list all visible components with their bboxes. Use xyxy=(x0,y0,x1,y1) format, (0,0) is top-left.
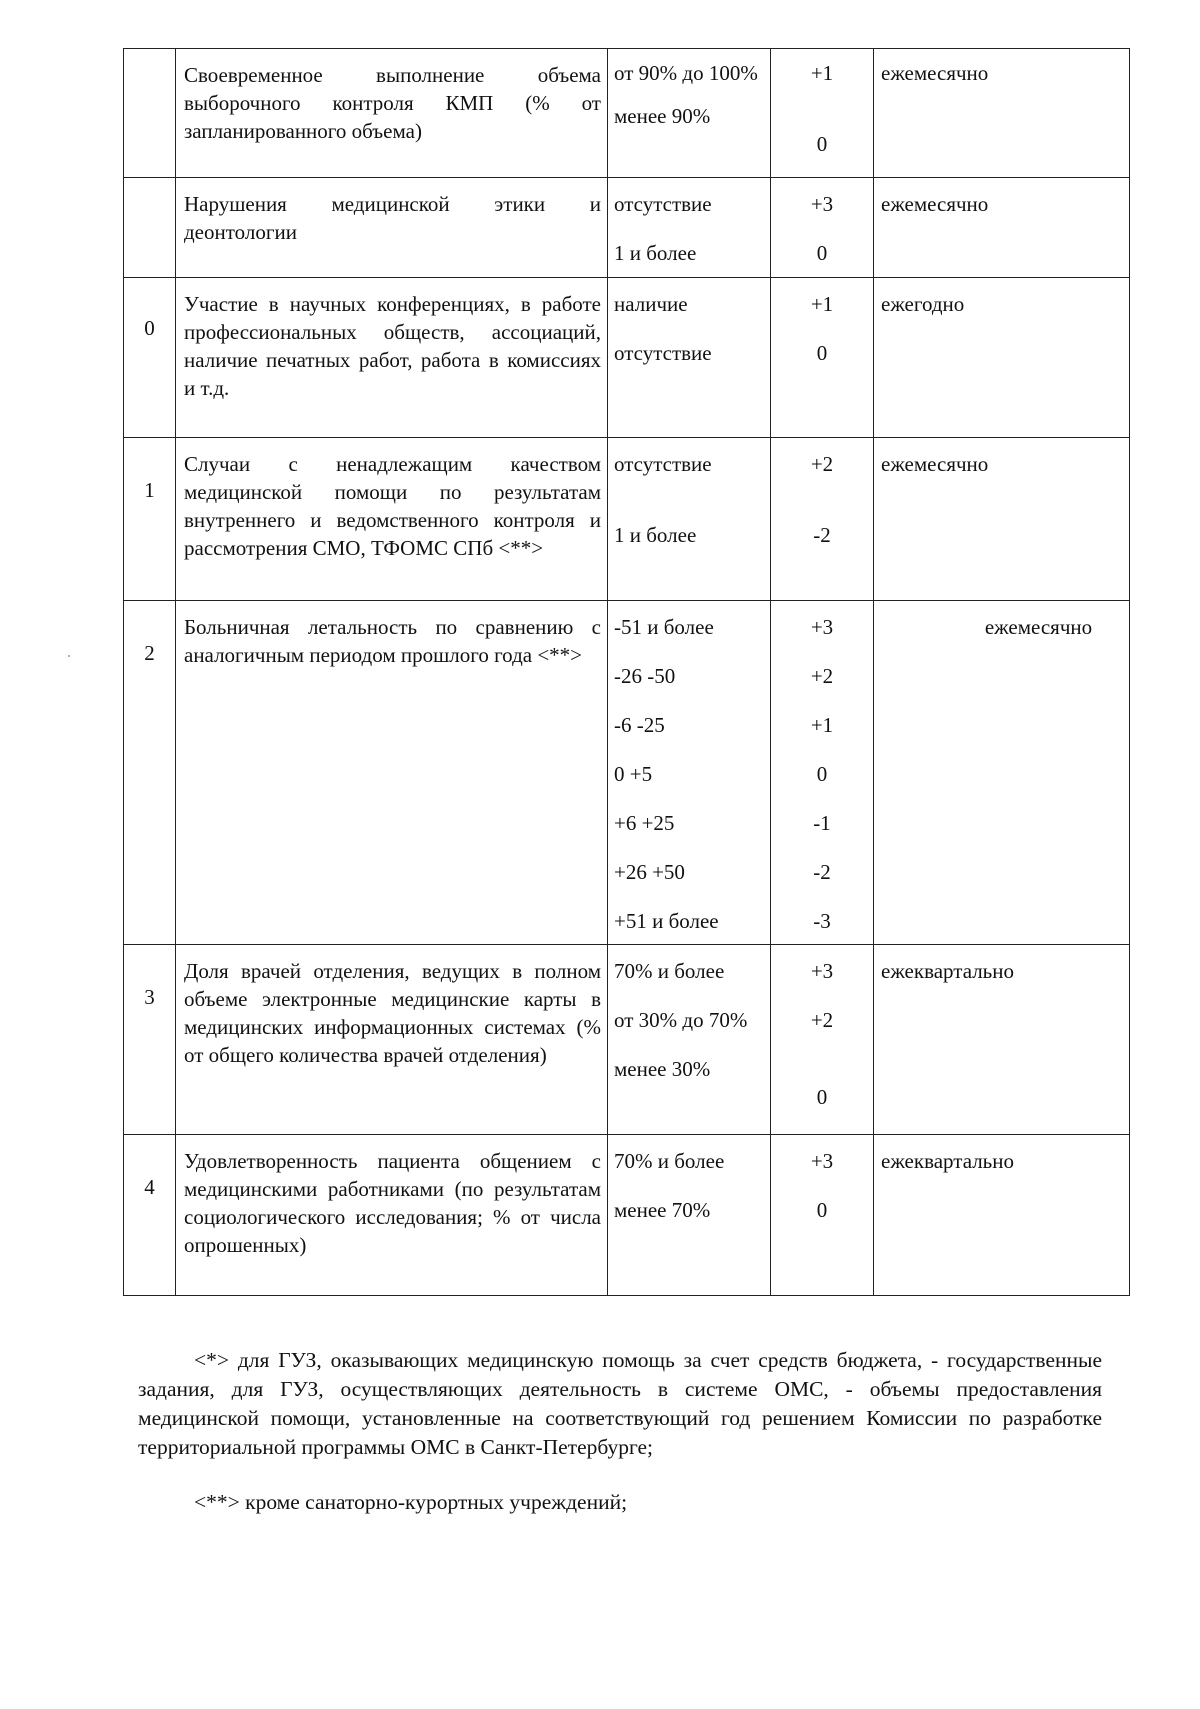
points-value: +3 xyxy=(810,959,834,983)
points-value: -2 xyxy=(813,860,831,884)
frequency-text: ежеквартально xyxy=(881,959,1014,983)
criterion-text: Участие в научных конференциях, в работе профессиональных обществ, ассоциаций, наличие печатных работ, работа в комиссиях и т.д. xyxy=(184,292,601,400)
points-value: 0 xyxy=(816,341,828,365)
points-value: -3 xyxy=(813,909,831,933)
points-value: 0 xyxy=(816,1198,828,1222)
points-value: +1 xyxy=(810,292,834,316)
frequency-text: ежемесячно xyxy=(881,61,989,85)
table-row xyxy=(124,178,1130,278)
frequency-text: ежемесячно xyxy=(984,615,1093,639)
value-option: менее 70% xyxy=(614,1198,711,1222)
criterion-text: Доля врачей отделения, ведущих в полном объеме электронные медицинские карты в медицинских информационных системах (% от общего количества врачей отделения) xyxy=(184,959,601,1067)
table-row xyxy=(124,601,1130,945)
value-option: -6 -25 xyxy=(614,713,665,737)
criterion-text: Больничная летальность по сравнению с аналогичным периодом прошлого года <**> xyxy=(184,615,601,667)
row-number: 2 xyxy=(124,601,176,945)
points-value: 0 xyxy=(816,241,828,265)
table-row xyxy=(124,278,1130,438)
value-option: +6 +25 xyxy=(614,811,675,835)
value-option: от 30% до 70% xyxy=(614,1008,748,1032)
points-value: -1 xyxy=(813,811,831,835)
value-option: отсутствие xyxy=(614,341,712,365)
value-option: 1 и более xyxy=(614,241,697,265)
footnote-budget: <*> для ГУЗ, оказывающих медицинскую помощь за счет средств бюджета, - государственные задания, для ГУЗ, осуществляющих деятельность в системе ОМС, - объемы предоставления медицинской помощи, установленные на соответствующий год решением Комиссии по разработке территориальной программы ОМС в Санкт-Петербурге; xyxy=(138,1348,1102,1459)
frequency-text: ежеквартально xyxy=(881,1149,1014,1173)
frequency-text: ежегодно xyxy=(881,292,965,316)
value-option: 70% и более xyxy=(614,959,725,983)
points-value: 0 xyxy=(816,1085,828,1109)
frequency-text: ежемесячно xyxy=(881,452,989,476)
points-value: +1 xyxy=(810,61,834,85)
criterion-text: Случаи с ненадлежащим качеством медицинской помощи по результатам внутреннего и ведомственного контроля и рассмотрения СМО, ТФОМС СПб <**> xyxy=(184,452,601,560)
points-value: +3 xyxy=(810,615,834,639)
criterion-text: Своевременное выполнение объема выборочного контроля КМП (% от запланированного объема) xyxy=(184,63,601,143)
points-value: 0 xyxy=(816,132,828,156)
criterion-text: Нарушения медицинской этики и деонтологии xyxy=(184,192,601,244)
table-row xyxy=(124,945,1130,1135)
table-row xyxy=(124,1135,1130,1296)
points-value: -2 xyxy=(813,523,831,547)
value-option: наличие xyxy=(614,292,688,316)
criterion-text: Удовлетворенность пациента общением с медицинскими работниками (по результатам социологического исследования; % от числа опрошенных) xyxy=(184,1149,601,1257)
row-number xyxy=(124,49,176,178)
points-value: +2 xyxy=(810,1008,834,1032)
value-option: +51 и более xyxy=(614,909,719,933)
frequency-text: ежемесячно xyxy=(881,192,989,216)
row-number xyxy=(124,178,176,278)
points-value: +1 xyxy=(810,713,834,737)
value-option: от 90% до 100% xyxy=(614,61,758,85)
footnotes xyxy=(138,1346,1102,1543)
footnote-sanatorium: <**> кроме санаторно-курортных учреждений; xyxy=(194,1490,628,1514)
row-number: 0 xyxy=(124,278,176,438)
criteria-table xyxy=(123,48,1130,1296)
row-number: 4 xyxy=(124,1135,176,1296)
value-option: +26 +50 xyxy=(614,860,685,884)
value-option: -51 и более xyxy=(614,615,714,639)
value-option: менее 30% xyxy=(614,1057,711,1081)
points-value: +2 xyxy=(810,664,834,688)
row-number: 3 xyxy=(124,945,176,1135)
points-value: +3 xyxy=(810,192,834,216)
scan-speck xyxy=(68,655,70,657)
points-value: 0 xyxy=(816,762,828,786)
value-option: 0 +5 xyxy=(614,762,653,786)
value-option: 70% и более xyxy=(614,1149,725,1173)
value-option: 1 и более xyxy=(614,523,697,547)
table-row xyxy=(124,49,1130,178)
points-value: +2 xyxy=(810,452,834,476)
value-option: отсутствие xyxy=(614,452,712,476)
row-number: 1 xyxy=(124,438,176,601)
value-option: менее 90% xyxy=(614,104,711,128)
points-value: +3 xyxy=(810,1149,834,1173)
table-row xyxy=(124,438,1130,601)
value-option: отсутствие xyxy=(614,192,712,216)
value-option: -26 -50 xyxy=(614,664,676,688)
